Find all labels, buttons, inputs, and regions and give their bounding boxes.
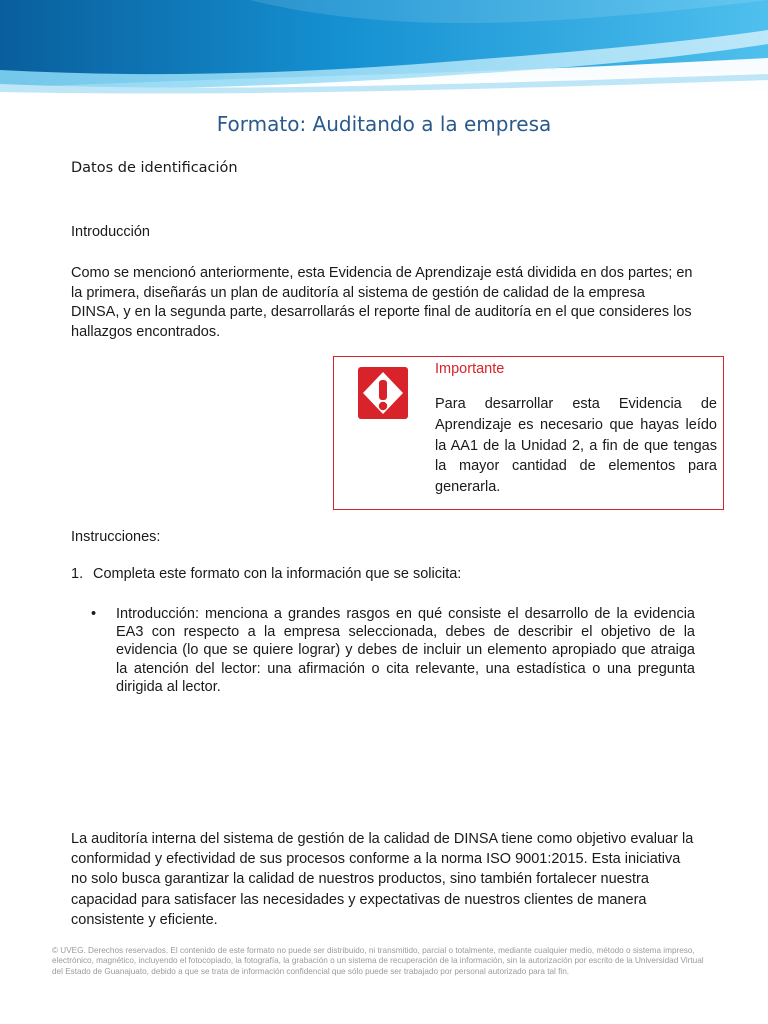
introduction-paragraph: Como se mencionó anteriormente, esta Evidencia de Aprendizaje está dividida en dos partes; en la primera, diseñarás un plan de auditoría al sistema de gestión de calidad de la empresa DINSA, y en la segunda parte, desarrollarás el reporte final de auditoría en el que consideres los hallazgos encontrados. (71, 265, 693, 340)
notice-title: Importante (435, 361, 505, 377)
important-notice-box (333, 356, 724, 510)
notice-text: Para desarrollar esta Evidencia de Aprendizaje es necesario que hayas leído la AA1 de la Unidad 2, a fin de que tengas la mayor cantidad de elementos para generarla. (435, 396, 717, 496)
instruction-step (71, 566, 461, 582)
identification-heading: Datos de identificación (71, 160, 238, 176)
copyright-footer: © UVEG. Derechos reservados. El contenido de este formato no puede ser distribuido, ni transmitido, parcial o totalmente, mediante cualquier medio, método o sistema impreso, electrónico, magnético, incluyendo el fotocopiado, la fotografía, la grabación o un sistema de recuperación de la información, sin la autorización por escrito de la Universidad Virtual del Estado de Guanajuato, debido a que se trata de información confidencial que sólo puede ser trabajado por personal autorizado para tal fin. (52, 946, 704, 976)
header-banner (0, 0, 768, 96)
step-number: 1. (71, 566, 84, 582)
audit-paragraph: La auditoría interna del sistema de gestión de la calidad de DINSA tiene como objetivo evaluar la conformidad y efectividad de sus procesos conforme a la norma ISO 9001:2015. Esta iniciativa no solo busca garantizar la calidad de nuestros productos, sino también fortalecer nuestra capacidad para satisfacer las necesidades y expectativas de nuestros clientes de manera consistente y eficiente. (71, 831, 694, 928)
page-title: Formato: Auditando a la empresa (216, 112, 552, 136)
bullet-symbol: • (91, 606, 97, 622)
instructions-heading: Instrucciones: (71, 529, 161, 545)
introduction-heading: Introducción (71, 224, 150, 240)
step-text: Completa este formato con la información que se solicita: (93, 566, 462, 582)
exclamation-warning-icon (358, 367, 408, 419)
bullet-text: Introducción: menciona a grandes rasgos en qué consiste el desarrollo de la evidencia EA3 con respecto a la empresa seleccionada, debes de describir el objetivo de la evidencia (lo que se quiere lograr) y debes de incluir un elemento apropiado que atraiga la atención del lector: una afirmación o cita relevante, una estadística o una pregunta dirigida al lector. (116, 606, 695, 695)
banner-graphic (0, 0, 768, 96)
